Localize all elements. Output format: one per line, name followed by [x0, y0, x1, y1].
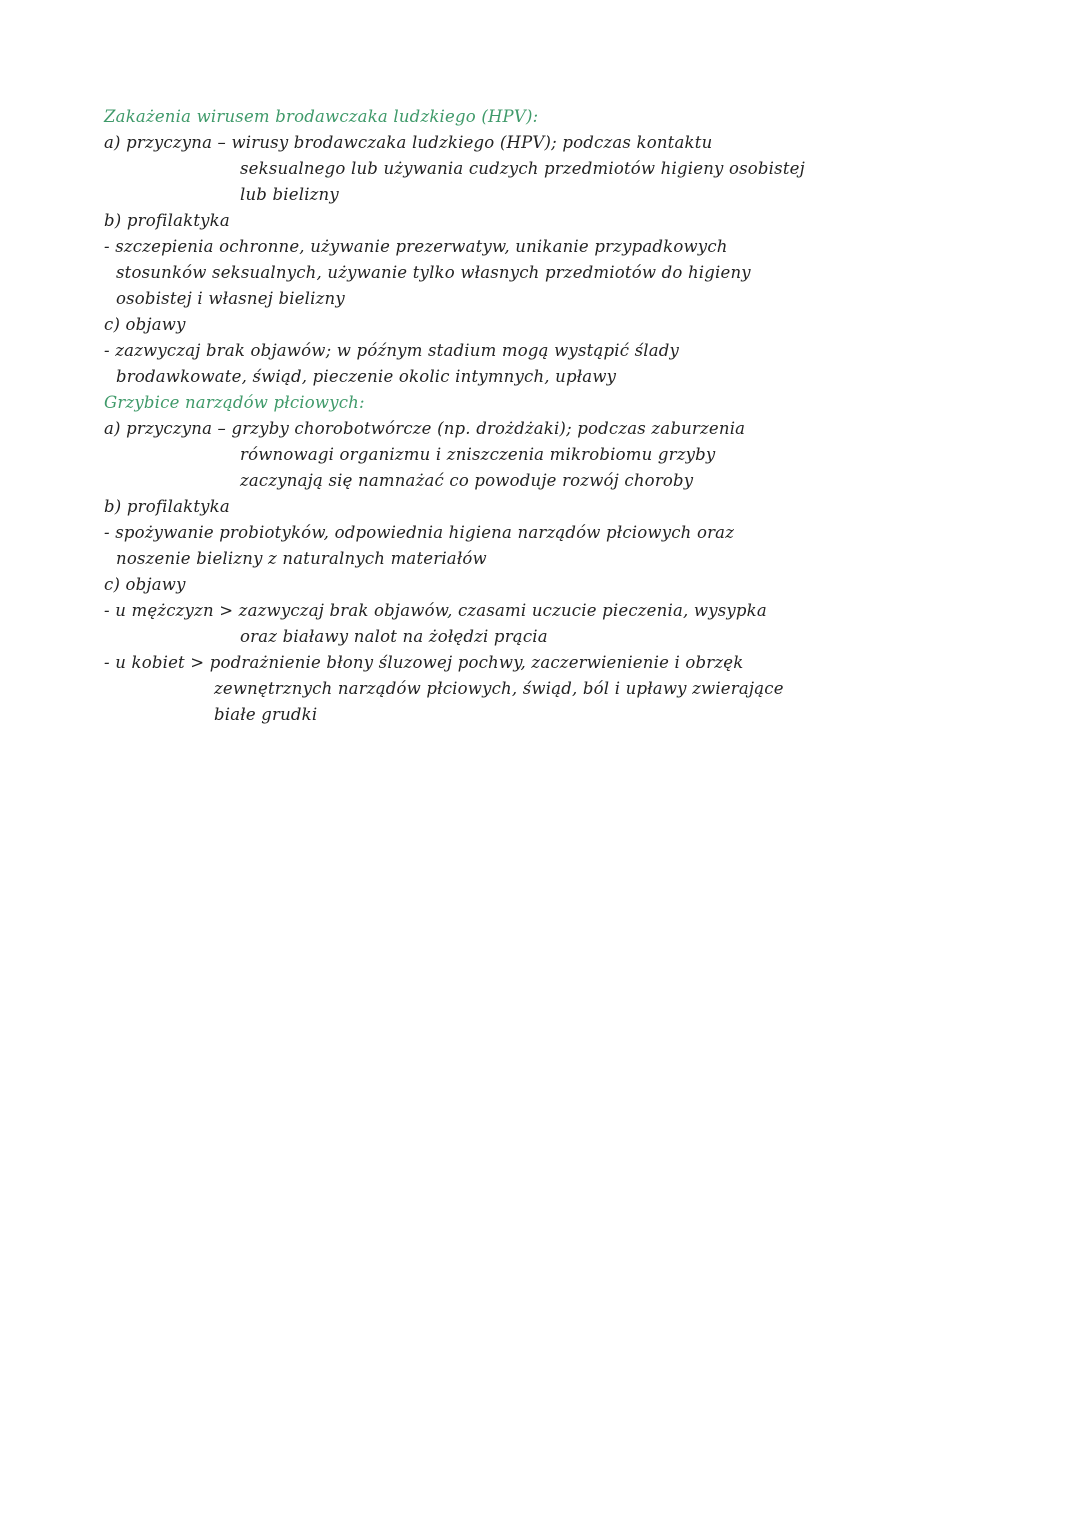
hpv-prevention-line-2: stosunków seksualnych, używanie tylko własnych przedmiotów do higieny: [116, 263, 751, 282]
hpv-cause-line-1: a) przyczyna – wirusy brodawczaka ludzkiego (HPV); podczas kontaktu: [104, 133, 713, 152]
hpv-prevention-label: b) profilaktyka: [104, 211, 230, 230]
hpv-symptoms-line-1: - zazwyczaj brak objawów; w późnym stadium mogą wystąpić ślady: [104, 341, 680, 360]
fungal-prevention-line-2: noszenie bielizny z naturalnych materiałów: [116, 549, 487, 568]
fungal-symptoms-label: c) objawy: [104, 575, 186, 594]
hpv-prevention-line-1: - szczepienia ochronne, używanie prezerwatyw, unikanie przypadkowych: [104, 237, 728, 256]
fungal-cause-line-1: a) przyczyna – grzyby chorobotwórcze (np. drożdżaki); podczas zaburzenia: [104, 419, 746, 438]
fungal-symptoms-men-line-1: - u mężczyzn > zazwyczaj brak objawów, czasami uczucie pieczenia, wysypka: [104, 601, 767, 620]
fungal-cause-line-2: równowagi organizmu i zniszczenia mikrobiomu grzyby: [240, 445, 716, 464]
hpv-prevention-line-3: osobistej i własnej bielizny: [116, 289, 345, 308]
fungal-cause-line-3: zaczynają się namnażać co powoduje rozwój choroby: [240, 471, 694, 490]
hpv-cause-line-3: lub bielizny: [240, 185, 339, 204]
section-heading-fungal: Grzybice narządów płciowych:: [104, 393, 365, 412]
fungal-prevention-label: b) profilaktyka: [104, 497, 230, 516]
fungal-symptoms-women-line-1: - u kobiet > podrażnienie błony śluzowej pochwy, zaczerwienienie i obrzęk: [104, 653, 744, 672]
fungal-symptoms-women-line-3: białe grudki: [214, 705, 318, 724]
fungal-symptoms-women-line-2: zewnętrznych narządów płciowych, świąd, ból i upławy zwierające: [214, 679, 784, 698]
hpv-cause-line-2: seksualnego lub używania cudzych przedmiotów higieny osobistej: [240, 159, 805, 178]
section-heading-hpv: Zakażenia wirusem brodawczaka ludzkiego (HPV):: [104, 107, 539, 126]
fungal-symptoms-men-line-2: oraz białawy nalot na żołędzi prącia: [240, 627, 548, 646]
fungal-prevention-line-1: - spożywanie probiotyków, odpowiednia higiena narządów płciowych oraz: [104, 523, 735, 542]
hpv-symptoms-line-2: brodawkowate, świąd, pieczenie okolic intymnych, upławy: [116, 367, 617, 386]
hpv-symptoms-label: c) objawy: [104, 315, 186, 334]
